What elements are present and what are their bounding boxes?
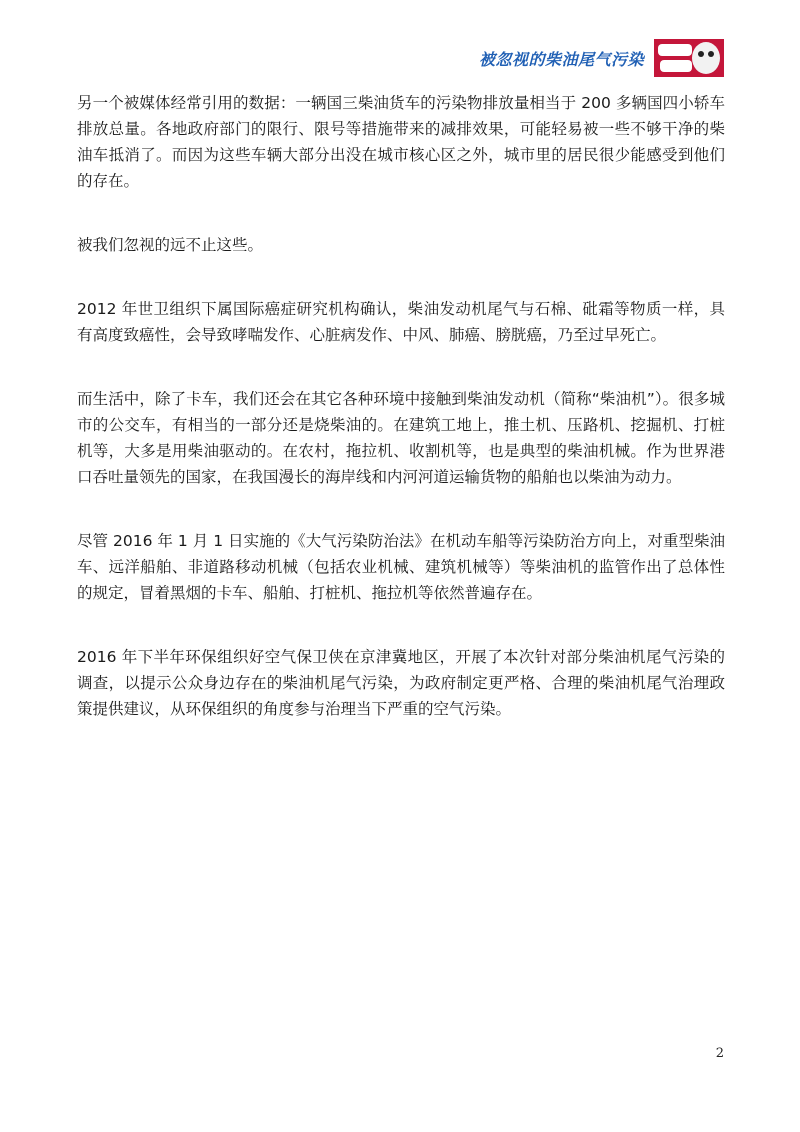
page-number: 2 xyxy=(715,1046,724,1061)
logo-mascot-eye xyxy=(698,51,704,57)
logo-speech-bubble xyxy=(658,44,692,56)
paragraph: 尽管 2016 年 1 月 1 日实施的《大气污染防治法》在机动车船等污染防治方向上，对重型柴油车、远洋船舶、非道路移动机械（包括农业机械、建筑机械等）等柴油机的监管作出了总体性的规定，冒着黑烟的卡车、船舶、打桩机、拖拉机等依然普遍存在。 xyxy=(77,532,725,602)
page-header xyxy=(479,38,724,78)
paragraph: 2016 年下半年环保组织好空气保卫侠在京津冀地区，开展了本次针对部分柴油机尾气污染的调查，以提示公众身边存在的柴油机尾气污染，为政府制定更严格、合理的柴油机尾气治理政策提供建议，从环保组织的角度参与治理当下严重的空气污染。 xyxy=(77,648,725,718)
logo-speech-bubble xyxy=(660,60,692,72)
header-title: 被忽视的柴油尾气污染 xyxy=(478,49,644,69)
logo-mascot-face xyxy=(692,42,720,74)
paragraph: 2012 年世卫组织下属国际癌症研究机构确认，柴油发动机尾气与石棉、砒霜等物质一样，具有高度致癌性，会导致哮喘发作、心脏病发作、中风、肺癌、膀胱癌，乃至过早死亡。 xyxy=(77,300,725,344)
paragraph: 另一个被媒体经常引用的数据：一辆国三柴油货车的污染物排放量相当于 200 多辆国四小轿车排放总量。各地政府部门的限行、限号等措施带来的减排效果，可能轻易被一些不够干净的柴油车抵消了。而因为这些车辆大部分出没在城市核心区之外，城市里的居民很少能感受到他们的存在。 xyxy=(77,94,725,190)
paragraph: 而生活中，除了卡车，我们还会在其它各种环境中接触到柴油发动机（简称“柴油机”）。很多城市的公交车，有相当的一部分还是烧柴油的。在建筑工地上，推土机、压路机、挖掘机、打桩机等，大多是用柴油驱动的。在农村，拖拉机、收割机等，也是典型的柴油机械。作为世界港口吞吐量领先的国家，在我国漫长的海岸线和内河河道运输货物的船舶也以柴油为动力。 xyxy=(77,390,725,486)
paragraph: 被我们忽视的远不止这些。 xyxy=(77,236,264,254)
organization-logo-icon xyxy=(654,39,724,77)
document-body xyxy=(77,90,725,760)
logo-mascot-eye xyxy=(708,51,714,57)
